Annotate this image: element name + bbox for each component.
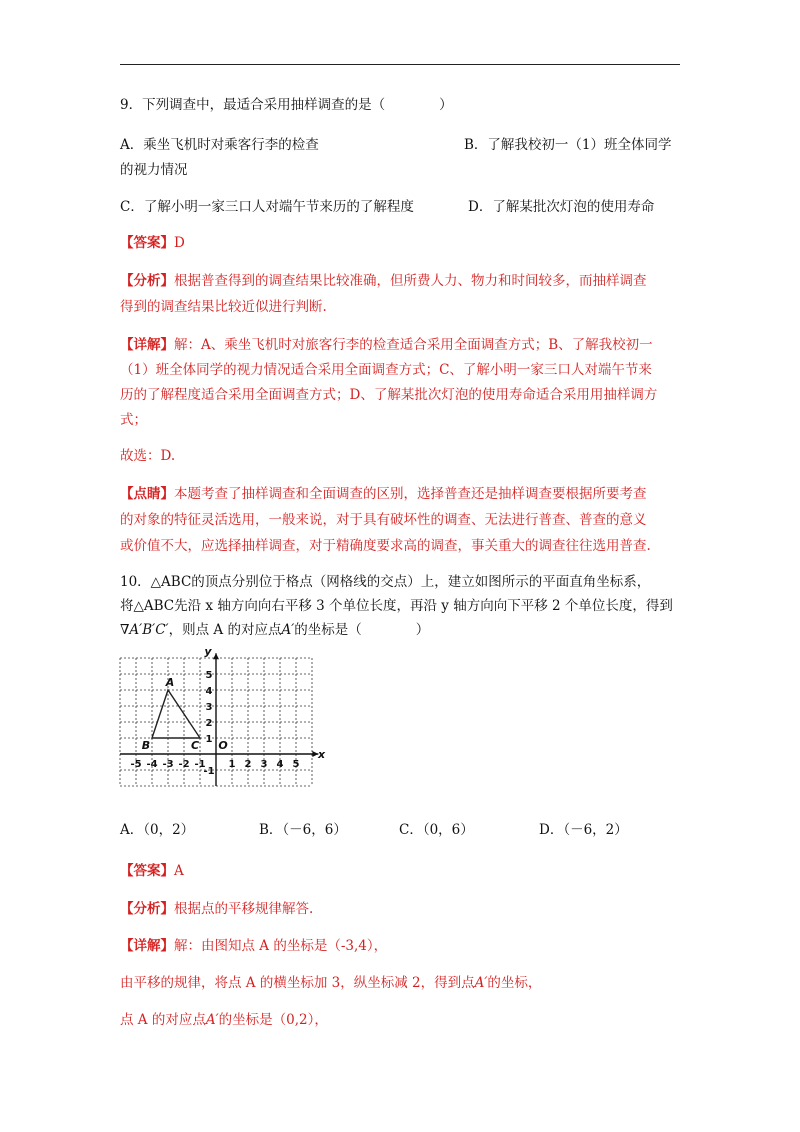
q9-detail-line-3: 历的了解程度适合采用全面调查方式；D、了解某批次灯泡的使用寿命适合采用用抽样调方: [120, 387, 658, 403]
x-tick-label: 4: [276, 759, 284, 770]
q10-detail-line-2: [120, 968, 541, 998]
detail-text-end: 的坐标，: [487, 975, 542, 991]
q9-option-d: D．了解某批次灯泡的使用寿命: [468, 199, 655, 215]
analysis-tag: 【分析】: [120, 901, 174, 917]
vertex-c-label: C: [190, 739, 200, 752]
x-tick-label: -2: [178, 759, 190, 770]
header-rule: [120, 64, 680, 65]
triangle-a-prime: ∇A′B′C′: [120, 622, 169, 638]
answer-value: A: [174, 863, 184, 879]
stem-text: ，则点 A 的对应点: [168, 622, 282, 638]
triangle-abc: [152, 690, 200, 738]
q10-option-d: D．（－6，2）: [539, 822, 628, 838]
x-tick-label: -4: [146, 759, 158, 770]
q9-option-a: A．乘坐飞机时对乘客行李的检查: [120, 137, 319, 153]
point-a-prime: A′: [281, 622, 295, 638]
q10-detail-line-3: [120, 1005, 328, 1035]
x-tick-label: 2: [244, 759, 252, 770]
x-tick-label: 1: [228, 759, 236, 770]
point-a-prime: A′: [205, 1012, 219, 1028]
detail-text: 解：A、乘坐飞机时对旅客行李的检查适合采用全面调查方式；B、了解我校初一: [174, 337, 653, 353]
x-axis-label: x: [318, 748, 326, 761]
comment-tag: 【点睛】: [120, 486, 174, 502]
q9-answer: [120, 228, 185, 258]
answer-tag: 【答案】: [120, 863, 174, 879]
x-tick-label: -3: [162, 759, 174, 770]
detail-tag: 【详解】: [120, 337, 174, 353]
vertex-labels: [142, 676, 199, 752]
x-tick-label: -1: [194, 759, 206, 770]
q9-option-b: B．了解我校初一（1）班全体同学: [464, 137, 672, 153]
detail-text-end: 的坐标是（0,2），: [218, 1012, 328, 1028]
analysis-tag: 【分析】: [120, 273, 174, 289]
coordinate-grid-svg: [118, 644, 328, 800]
y-tick-label: 1: [205, 734, 213, 745]
q10-stem-line-2: 将△ABC先沿 x 轴方向向右平移 3 个单位长度，再沿 y 轴方向向下平移 2 个单位长度，得到: [120, 598, 673, 614]
q9-option-b-continued: 的视力情况: [120, 162, 188, 178]
q10-stem-line-3: [120, 615, 429, 645]
point-a-prime: A′: [474, 975, 488, 991]
origin-label: O: [218, 739, 228, 752]
analysis-text: 根据普查得到的调查结果比较准确，但所费人力、物力和时间较多，而抽样调查: [174, 273, 647, 289]
q9-detail-line-4: 式；: [120, 412, 147, 428]
y-axis-label: y: [204, 644, 212, 658]
vertex-b-label: B: [141, 739, 151, 752]
y-axis-arrow: [213, 653, 219, 659]
y-tick-label: 4: [205, 686, 213, 697]
q9-stem: 9．下列调查中，最适合采用抽样调查的是（ ）: [120, 97, 453, 113]
stem-text-end: 的坐标是（ ）: [294, 622, 430, 638]
y-tick-label: 5: [205, 670, 213, 681]
y-tick-label: -1: [203, 766, 215, 777]
x-tick-label: 3: [260, 759, 268, 770]
y-tick-label: 2: [205, 718, 213, 729]
q10-stem-line-1: 10．△ABC的顶点分别位于格点（网格线的交点）上，建立如图所示的平面直角坐标系，: [120, 574, 651, 590]
q9-comment-line-2: 的对象的特征灵活选用，一般来说，对于具有破坏性的调查、无法进行普查、普查的意义: [120, 512, 647, 528]
q10-option-c: C．（0，6）: [399, 822, 474, 838]
q10-detail-line-1: [120, 931, 387, 961]
detail-text: 点 A 的对应点: [120, 1012, 206, 1028]
q9-choose: 故选：D.: [120, 448, 176, 464]
q10-analysis: [120, 894, 313, 924]
analysis-text: 根据点的平移规律解答.: [174, 901, 314, 917]
y-tick-label: 3: [205, 702, 213, 713]
vertex-a-label: A: [165, 676, 175, 689]
q9-comment-line-3: 或价值不大，应选择抽样调查，对于精确度要求高的调查，事关重大的调查往往选用普查.: [120, 538, 651, 554]
answer-value: D: [174, 235, 185, 251]
detail-text: 由平移的规律，将点 A 的横坐标加 3，纵坐标减 2，得到点: [120, 975, 475, 991]
q9-detail-line-2: （1）班全体同学的视力情况适合采用全面调查方式；C、了解小明一家三口人对端午节来: [120, 362, 652, 378]
q9-option-c: C．了解小明一家三口人对端午节来历的了解程度: [120, 199, 414, 215]
answer-tag: 【答案】: [120, 235, 174, 251]
x-tick-label: 5: [292, 759, 300, 770]
q10-answer: [120, 856, 184, 886]
coordinate-grid-figure: [118, 644, 328, 800]
q10-option-b: B．（－6，6）: [259, 822, 347, 838]
x-tick-label: -5: [130, 759, 142, 770]
detail-text: 解：由图知点 A 的坐标是（-3,4），: [174, 938, 388, 954]
q10-option-a: A．（0，2）: [120, 822, 195, 838]
detail-tag: 【详解】: [120, 938, 174, 954]
comment-text: 本题考查了抽样调查和全面调查的区别，选择普查还是抽样调查要根据所要考查: [174, 486, 647, 502]
q9-analysis-line-2: 得到的调查结果比较近似进行判断.: [120, 299, 327, 315]
axis-labels: [130, 645, 326, 777]
